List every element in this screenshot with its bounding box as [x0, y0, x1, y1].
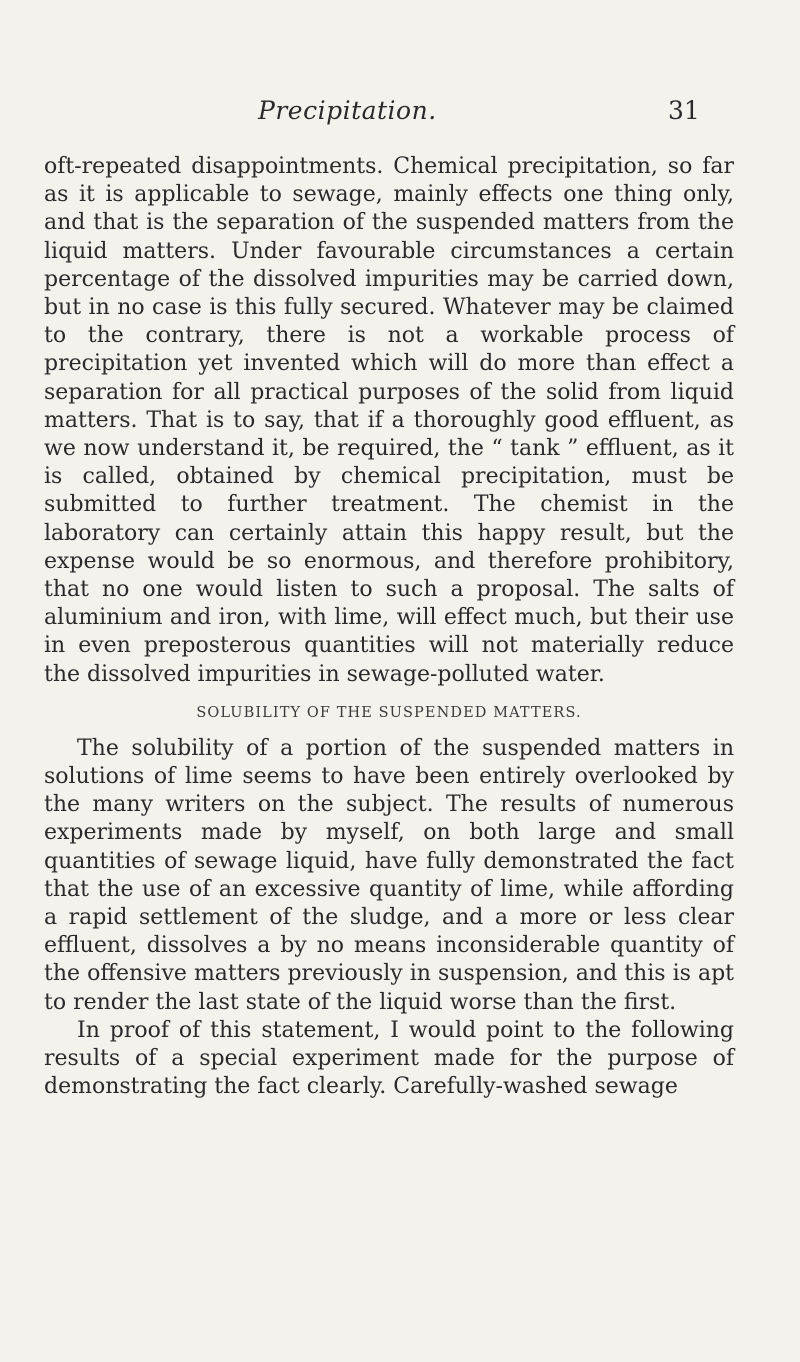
page-body [44, 153, 734, 1102]
page-number: 31 [668, 96, 700, 125]
paragraph-proof: In proof of this statement, I would point to the following results of a special experiment made for the purpose of demonstrating the fact clearly. Carefully-washed sewage [44, 1017, 734, 1100]
paragraph-solubility: The solubility of a portion of the suspended matters in solutions of lime seems to have been entirely overlooked by the many writers on the subject. The results of numerous experiments made by myself, on both large and small quantities of sewage liquid, have fully demonstrated the fact that the use of an excessive quantity of lime, while affording a rapid settlement of the sludge, and a more or less clear effluent, dissolves a by no means inconsiderable quantity of the offensive matters previously in suspension, and this is apt to render the last state of the liquid worse than the first. [44, 735, 734, 1015]
section-heading: SOLUBILITY OF THE SUSPENDED MATTERS. [196, 704, 582, 721]
paragraph-precipitation-limits: oft-repeated disappointments. Chemical precipitation, so far as it is applicable to sewage, mainly effects one thing only, and that is the separation of the suspended matters from the liquid matters. Under favourable circumstances a certain percentage of the dissolved impurities may be carried down, but in no case is this fully secured. Whatever may be claimed to the contrary, there is not a workable process of precipitation yet invented which will do more than effect a separation for all practical purposes of the solid from liquid matters. That is to say, that if a thoroughly good effluent, as we now understand it, be required, the “ tank ” effluent, as it is called, obtained by chemical precipitation, must be submitted to further treatment. The chemist in the laboratory can certainly attain this happy result, but the expense would be so enormous, and therefore prohibitory, that no one would listen to such a proposal. The salts of aluminium and iron, with lime, will effect much, but their use in even preposterous quantities will not materially reduce the dissolved impurities in sewage-polluted water. [44, 154, 734, 687]
page-header [0, 96, 800, 136]
running-title: Precipitation. [258, 96, 437, 125]
